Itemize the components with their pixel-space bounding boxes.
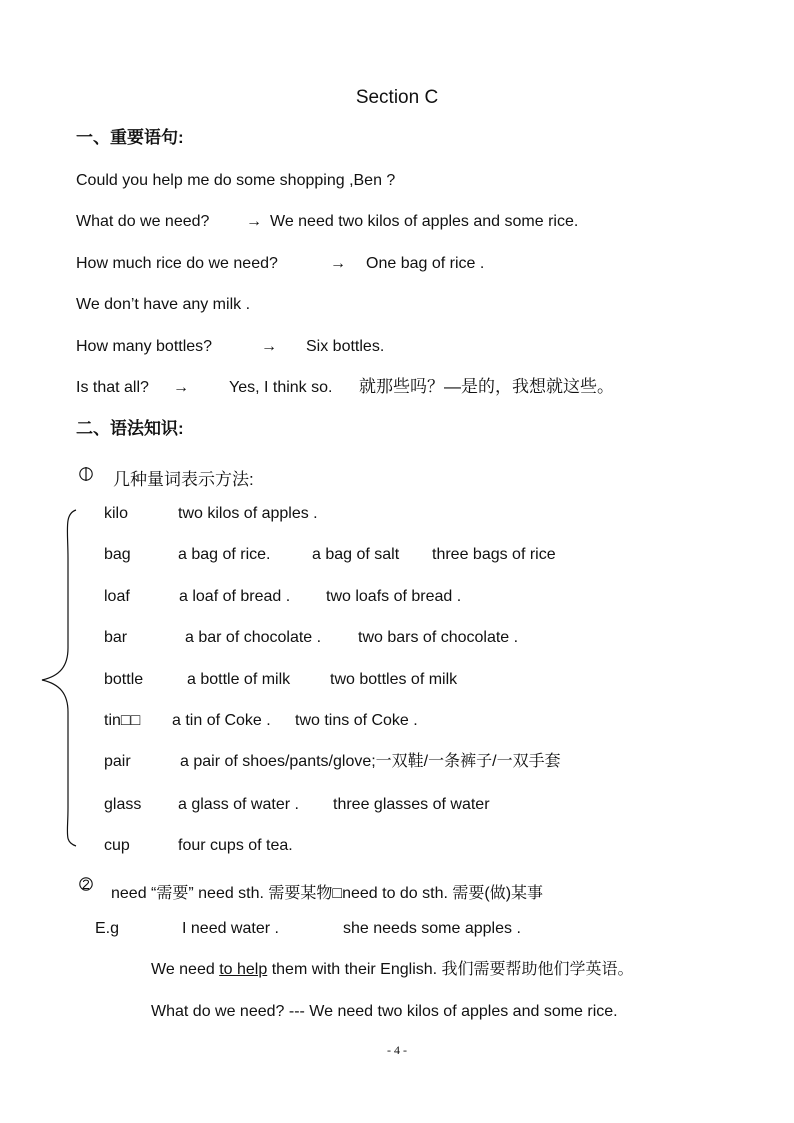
point2-label: need “需要” need sth. 需要某物□need to do sth. 需要(做)某事 [111,885,544,902]
eg-label: E.g [95,920,120,937]
sentence-1: Could you help me do some shopping ,Ben ? [76,172,396,189]
sentence-2-answer: We need two kilos of apples and some rice. [270,213,579,230]
example: a loaf of bread . [179,588,291,605]
measure-word: bag [104,546,131,563]
section2-heading: 二、语法知识: [76,419,184,438]
sentence-6-question: Is that all? [76,379,149,396]
measure-word: loaf [104,588,130,605]
example: two bottles of milk [330,671,458,688]
example: a bag of rice. [178,546,271,563]
curly-brace-icon [38,508,78,848]
example-3 [151,960,634,980]
section1-heading: 一、重要语句: [76,128,184,147]
sentence-6-answer: Yes, I think so. [229,379,333,396]
sentence-3-question: How much rice do we need? [76,255,278,272]
example: four cups of tea. [178,837,293,854]
example: a bottle of milk [187,671,291,688]
example: a glass of water . [178,796,299,813]
example-3-pre: We need [151,961,220,978]
measure-word: bottle [104,671,144,688]
example: three glasses of water [333,796,490,813]
arrow-icon: → [173,379,189,396]
example-4: What do we need? --- We need two kilos of apples and some rice. [151,1003,618,1020]
measure-word: kilo [104,505,129,522]
measure-word: tin□□ [104,712,141,729]
example: two tins of Coke . [295,712,418,729]
point1-label: 几种量词表示方法: [113,470,254,489]
circled-one-icon [78,466,94,482]
arrow-icon: → [330,255,346,272]
sentence-5-answer: Six bottles. [306,338,385,355]
example-2: she needs some apples . [343,920,521,937]
example: two kilos of apples . [178,505,318,522]
measure-word: glass [104,796,142,813]
sentence-5-question: How many bottles? [76,338,213,355]
example-1: I need water . [182,920,279,937]
example: two loafs of bread . [326,588,462,605]
example: a tin of Coke . [172,712,271,729]
example: a pair of shoes/pants/glove;一双鞋/一条裤子/一双手套 [180,753,561,770]
arrow-icon: → [246,213,262,230]
example: three bags of rice [432,546,556,563]
sentence-6-chinese: 就那些吗？—是的，我想就这些。 [359,377,614,396]
sentence-3-answer: One bag of rice . [366,255,485,272]
example-3-post: them with their English. 我们需要帮助他们学英语。 [267,961,634,978]
circled-two-icon [78,876,94,892]
measure-word: cup [104,837,130,854]
page-title: Section C [355,87,439,108]
example: a bar of chocolate . [185,629,322,646]
example: two bars of chocolate . [358,629,519,646]
example-3-underlined: to help [219,961,268,978]
measure-word: bar [104,629,128,646]
measure-word: pair [104,753,131,770]
sentence-4: We don’t have any milk . [76,296,251,313]
sentence-2-question: What do we need? [76,213,210,230]
example: a bag of salt [312,546,400,563]
page-number: - 4 - [387,1043,407,1057]
arrow-icon: → [261,338,277,355]
